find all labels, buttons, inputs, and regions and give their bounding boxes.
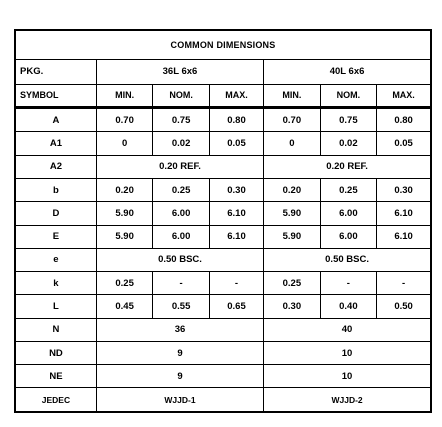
symbol-cell: e <box>15 248 96 271</box>
value-cell: 0.05 <box>209 132 263 155</box>
table-title: COMMON DIMENSIONS <box>15 30 431 60</box>
value-cell: 6.00 <box>320 225 377 248</box>
value-cell: 0.50 <box>377 295 431 318</box>
symbol-cell: NE <box>15 365 96 388</box>
value-cell: 0.25 <box>153 178 210 201</box>
max-header: MAX. <box>209 84 263 107</box>
symbol-cell: D <box>15 202 96 225</box>
value-cell: 0.70 <box>264 107 321 131</box>
value-cell: 10 <box>264 341 431 364</box>
value-cell: - <box>209 272 263 295</box>
value-cell: 6.00 <box>153 202 210 225</box>
table-row <box>15 365 431 388</box>
symbol-cell: A2 <box>15 155 96 178</box>
value-cell: 10 <box>264 365 431 388</box>
min-header: MIN. <box>264 84 321 107</box>
symbol-cell: E <box>15 225 96 248</box>
value-cell: 6.10 <box>377 225 431 248</box>
package-36l: 36L 6x6 <box>96 60 263 84</box>
value-cell: 0.80 <box>209 107 263 131</box>
value-cell: 0.40 <box>320 295 377 318</box>
value-cell: - <box>153 272 210 295</box>
nom-header: NOM. <box>153 84 210 107</box>
symbol-cell: A <box>15 107 96 131</box>
symbol-header: SYMBOL <box>15 84 96 107</box>
value-cell: 0.30 <box>377 178 431 201</box>
value-cell: 0.45 <box>96 295 153 318</box>
value-cell: 0.30 <box>209 178 263 201</box>
table-row <box>15 388 431 412</box>
value-cell: 6.00 <box>153 225 210 248</box>
value-cell: 0.55 <box>153 295 210 318</box>
table-row <box>15 295 431 318</box>
table-row <box>15 132 431 155</box>
table-row <box>15 155 431 178</box>
symbol-cell: JEDEC <box>15 388 96 412</box>
table-row <box>15 107 431 131</box>
table-row <box>15 318 431 341</box>
value-cell: 0.20 <box>96 178 153 201</box>
value-cell: 0.25 <box>96 272 153 295</box>
symbol-cell: N <box>15 318 96 341</box>
value-cell: 6.10 <box>209 225 263 248</box>
column-header-row <box>15 84 431 107</box>
value-cell: WJJD-2 <box>264 388 431 412</box>
value-cell: 6.10 <box>209 202 263 225</box>
value-cell: 0.20 <box>264 178 321 201</box>
value-cell: 0 <box>96 132 153 155</box>
value-cell: 5.90 <box>96 202 153 225</box>
value-cell: 0.75 <box>320 107 377 131</box>
symbol-cell: ND <box>15 341 96 364</box>
table-row <box>15 225 431 248</box>
value-cell: 9 <box>96 341 263 364</box>
pkg-label: PKG. <box>15 60 96 84</box>
table-row <box>15 202 431 225</box>
symbol-cell: k <box>15 272 96 295</box>
value-cell: 0.30 <box>264 295 321 318</box>
table-row <box>15 272 431 295</box>
symbol-cell: L <box>15 295 96 318</box>
value-cell: 9 <box>96 365 263 388</box>
value-cell: 36 <box>96 318 263 341</box>
table-row <box>15 341 431 364</box>
value-cell: 0.05 <box>377 132 431 155</box>
value-cell: 0.80 <box>377 107 431 131</box>
value-cell: 0.20 REF. <box>264 155 431 178</box>
value-cell: 0 <box>264 132 321 155</box>
value-cell: 6.10 <box>377 202 431 225</box>
value-cell: 0.02 <box>320 132 377 155</box>
table-row <box>15 178 431 201</box>
value-cell: - <box>377 272 431 295</box>
value-cell: 5.90 <box>96 225 153 248</box>
value-cell: 0.02 <box>153 132 210 155</box>
value-cell: 5.90 <box>264 202 321 225</box>
value-cell: 0.50 BSC. <box>264 248 431 271</box>
table-row <box>15 248 431 271</box>
value-cell: 0.70 <box>96 107 153 131</box>
value-cell: 0.20 REF. <box>96 155 263 178</box>
symbol-cell: A1 <box>15 132 96 155</box>
nom-header: NOM. <box>320 84 377 107</box>
value-cell: 0.25 <box>264 272 321 295</box>
symbol-cell: b <box>15 178 96 201</box>
common-dimensions-table <box>14 29 432 413</box>
value-cell: 40 <box>264 318 431 341</box>
value-cell: 0.75 <box>153 107 210 131</box>
value-cell: 0.25 <box>320 178 377 201</box>
package-40l: 40L 6x6 <box>264 60 431 84</box>
max-header: MAX. <box>377 84 431 107</box>
value-cell: 0.50 BSC. <box>96 248 263 271</box>
value-cell: 6.00 <box>320 202 377 225</box>
value-cell: - <box>320 272 377 295</box>
value-cell: 5.90 <box>264 225 321 248</box>
value-cell: WJJD-1 <box>96 388 263 412</box>
title-row <box>15 30 431 60</box>
value-cell: 0.65 <box>209 295 263 318</box>
package-row <box>15 60 431 84</box>
min-header: MIN. <box>96 84 153 107</box>
